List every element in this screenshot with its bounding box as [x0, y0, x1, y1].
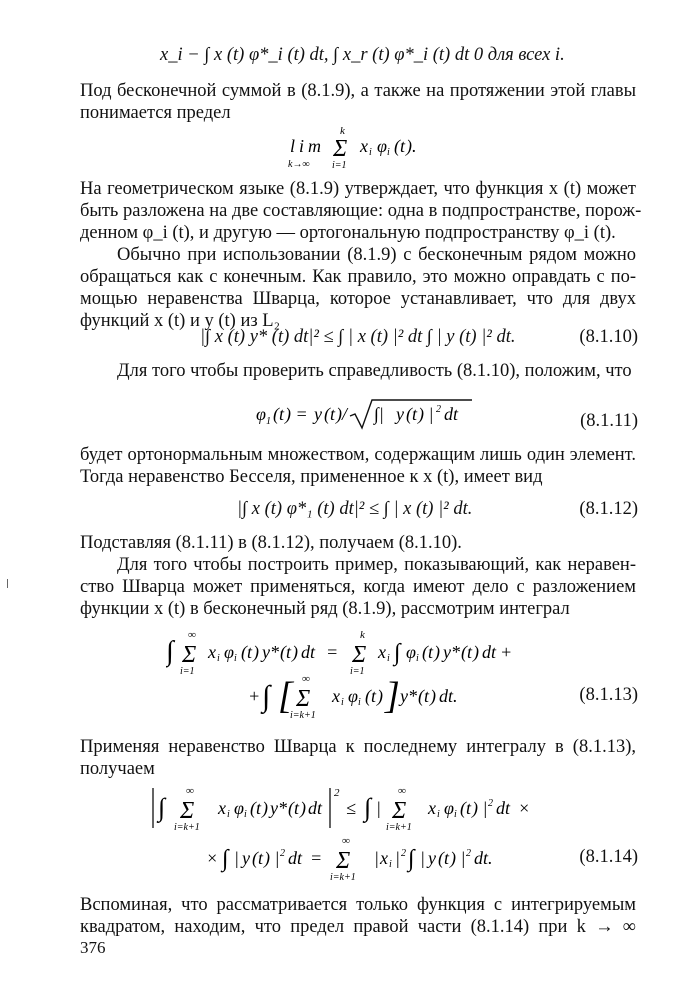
svg-text:) |: ) |: [264, 848, 280, 868]
equation-8-1-13-line2-graphic: [248, 672, 538, 724]
limit-equation: [288, 124, 438, 168]
text-line: ство Шварца может применяться, когда имеют дело с разложением: [80, 577, 636, 597]
svg-text:(: (: [461, 642, 467, 662]
svg-text:t: t: [400, 136, 406, 156]
svg-text:≤: ≤: [346, 798, 356, 818]
svg-text:): ): [377, 686, 383, 706]
svg-text:t: t: [466, 798, 472, 818]
svg-text:∞: ∞: [398, 785, 406, 797]
text-line: обращаться как с конечным. Как правило, это можно оправдать с по-: [80, 267, 636, 287]
svg-text:(: (: [438, 848, 444, 868]
svg-text:∫|: ∫|: [374, 404, 384, 424]
text-line: квадратом, находим, что предел правой части (8.1.14) при k → ∞: [80, 917, 636, 937]
svg-text:|: |: [234, 848, 239, 868]
svg-text:+: +: [500, 642, 513, 662]
svg-text:i: i: [341, 697, 344, 708]
svg-text:dt.: dt.: [439, 686, 458, 706]
text-line: будет ортонормальным множеством, содержащим лишь один элемент.: [80, 445, 636, 465]
equation-number: (8.1.14): [579, 847, 638, 867]
svg-text:×: ×: [518, 798, 531, 818]
svg-text:(: (: [418, 686, 424, 706]
svg-text:k: k: [360, 629, 365, 641]
svg-text:)/: )/: [336, 404, 347, 424]
svg-text:i: i: [389, 859, 392, 870]
svg-text:x: x: [332, 686, 340, 706]
svg-text:(: (: [324, 404, 330, 424]
text-line: Для того чтобы построить пример, показывающий, как неравен-: [117, 555, 636, 575]
svg-text:Σ: Σ: [333, 136, 348, 162]
svg-text:i: i: [369, 147, 372, 158]
svg-text:t: t: [294, 798, 300, 818]
page-number: 376: [80, 938, 106, 957]
equation-8-1-11-graphic: [256, 398, 486, 432]
svg-text:t: t: [467, 642, 473, 662]
svg-text:1: 1: [266, 416, 271, 427]
svg-text:dt: dt: [308, 798, 323, 818]
equation-number: (8.1.12): [579, 499, 638, 519]
svg-text:t: t: [258, 848, 264, 868]
svg-text:y: y: [242, 848, 250, 868]
svg-text:dt: dt: [444, 404, 459, 424]
svg-text:t: t: [424, 686, 430, 706]
svg-text:i: i: [387, 653, 390, 664]
svg-text:dt.: dt.: [474, 848, 493, 868]
svg-text:2: 2: [334, 787, 340, 799]
svg-text:2: 2: [436, 404, 441, 415]
svg-text:i: i: [244, 809, 247, 820]
svg-text:=: =: [326, 642, 339, 662]
svg-text:Σ: Σ: [352, 642, 367, 668]
svg-text:φ: φ: [234, 798, 244, 818]
svg-text:i: i: [416, 653, 419, 664]
svg-text:t: t: [428, 642, 434, 662]
svg-text:x: x: [428, 798, 436, 818]
equation-8-1-13-line1-graphic: [166, 628, 646, 678]
text-line: На геометрическом языке (8.1.9) утверждает, что функция x (t) может: [80, 179, 636, 199]
text-line: получаем: [80, 759, 155, 779]
svg-text:k→∞: k→∞: [288, 159, 310, 170]
text-line: понимается предел: [80, 103, 231, 123]
svg-text:dt: dt: [288, 848, 303, 868]
svg-text:∫: ∫: [222, 846, 229, 872]
text-line: функции x (t) в бесконечный ряд (8.1.9), рассмотрим интеграл: [80, 599, 570, 619]
svg-text:i: i: [437, 809, 440, 820]
text-line: Тогда неравенство Бесселя, примененное к x (t), имеет вид: [80, 467, 543, 487]
svg-text:): ): [430, 686, 436, 706]
svg-text:∫: ∫: [166, 636, 174, 667]
svg-text:) |: ) |: [450, 848, 466, 868]
svg-text:i: i: [358, 697, 361, 708]
top-equation-text: x_i − ∫ x (t) φ*_i (t) dt, ∫ x_r (t) φ*_i (t) dt 0 для всех i.: [160, 45, 565, 65]
equation-number: (8.1.10): [579, 327, 638, 347]
svg-text:dt: dt: [482, 642, 497, 662]
svg-text:|: |: [395, 848, 400, 868]
text-line: мощью неравенства Шварца, которое устанавливает, что для двух: [80, 289, 636, 309]
svg-text:) |: ) |: [472, 798, 488, 818]
text-line: Под бесконечной суммой в (8.1.9), а также на протяжении этой главы: [80, 81, 636, 101]
equation-8-1-10: |∫ x (t) y* (t) dt|² ≤ ∫ | x (t) |² dt ∫ | y (t) |² dt.: [200, 327, 516, 347]
margin-mark: [7, 579, 8, 588]
svg-text:Σ: Σ: [336, 848, 351, 874]
svg-text:|: |: [374, 848, 379, 868]
svg-text:i: i: [387, 147, 390, 158]
svg-text:]: ]: [385, 675, 400, 717]
text-line: Вспоминая, что рассматривается только функция с интегрируемым: [80, 895, 636, 915]
svg-text:lim: lim: [290, 136, 326, 156]
svg-text:y: y: [428, 848, 436, 868]
equation-number: (8.1.13): [579, 685, 638, 705]
text-line: быть разложена на две составляющие: одна в подпространстве, порож-: [80, 201, 642, 221]
svg-text:∫: ∫: [394, 640, 401, 666]
svg-text:t: t: [371, 686, 377, 706]
svg-text:x: x: [360, 136, 368, 156]
svg-text:i=k+1: i=k+1: [386, 822, 412, 833]
svg-text:|: |: [376, 798, 381, 818]
svg-text:(: (: [250, 798, 256, 818]
svg-text:φ: φ: [377, 136, 387, 156]
svg-text:t: t: [256, 798, 262, 818]
svg-text:): ): [300, 798, 306, 818]
equation-top-line: [160, 44, 565, 66]
svg-text:y: y: [396, 404, 404, 424]
svg-text:) |: ) |: [418, 404, 434, 424]
svg-text:∫: ∫: [262, 680, 271, 713]
svg-text:(: (: [394, 136, 400, 156]
svg-text:Σ: Σ: [392, 798, 407, 824]
svg-text:∞: ∞: [342, 835, 350, 847]
svg-text:i=k+1: i=k+1: [174, 822, 200, 833]
svg-text:t: t: [412, 404, 418, 424]
svg-text:φ: φ: [348, 686, 358, 706]
svg-text:t: t: [330, 404, 336, 424]
equation-number: (8.1.11): [580, 411, 638, 431]
svg-text:y*: y*: [400, 686, 417, 706]
equation-8-1-11: [256, 398, 486, 438]
svg-text:y*: y*: [262, 642, 279, 662]
svg-text:): ): [262, 798, 268, 818]
text-line: функций x (t) и y (t) из L₂: [80, 311, 281, 331]
svg-text:Σ: Σ: [296, 686, 311, 712]
svg-text:i: i: [227, 809, 230, 820]
svg-text:i=k+1: i=k+1: [290, 710, 316, 721]
text-line: Подставляя (8.1.11) в (8.1.12), получаем (8.1.10).: [80, 533, 462, 553]
svg-text:2: 2: [488, 798, 493, 809]
svg-text:t: t: [286, 642, 292, 662]
limit-equation-graphic: [288, 124, 438, 170]
svg-text:2: 2: [280, 848, 285, 859]
svg-text:×: ×: [206, 848, 219, 868]
svg-text:t: t: [444, 848, 450, 868]
text-line: Обычно при использовании (8.1.9) с бесконечным рядом можно: [117, 245, 636, 265]
svg-text:y*: y*: [270, 798, 287, 818]
svg-text:|: |: [420, 848, 425, 868]
text-line: Для того чтобы проверить справедливость (8.1.10), положим, что: [117, 361, 632, 381]
svg-text:φ: φ: [224, 642, 234, 662]
svg-text:i=1: i=1: [180, 666, 195, 677]
equation-8-1-12: |∫ x (t) φ*₁ (t) dt|² ≤ ∫ | x (t) |² dt.: [237, 499, 473, 519]
svg-text:(: (: [273, 404, 279, 424]
svg-text:): ): [253, 642, 259, 662]
svg-text:∫: ∫: [364, 793, 372, 822]
svg-text:i=k+1: i=k+1: [330, 872, 356, 883]
svg-text:∫: ∫: [408, 846, 415, 872]
svg-text:2: 2: [466, 848, 471, 859]
svg-text:(: (: [288, 798, 294, 818]
svg-text:x: x: [380, 848, 388, 868]
svg-text:φ: φ: [444, 798, 454, 818]
text-line: Применяя неравенство Шварца к последнему интегралу в (8.1.13),: [80, 737, 636, 757]
svg-text:): ): [434, 642, 440, 662]
svg-text:i: i: [217, 653, 220, 664]
svg-text:): ): [473, 642, 479, 662]
svg-text:(: (: [460, 798, 466, 818]
svg-text:(: (: [252, 848, 258, 868]
svg-text:dt: dt: [496, 798, 511, 818]
svg-text:i: i: [234, 653, 237, 664]
svg-text:t: t: [279, 404, 285, 424]
svg-text:Σ: Σ: [182, 642, 197, 668]
svg-text:(: (: [365, 686, 371, 706]
svg-text:t: t: [247, 642, 253, 662]
svg-text:∞: ∞: [188, 629, 196, 641]
equation-8-1-14-line2: [206, 834, 516, 892]
svg-text:).: ).: [406, 136, 417, 156]
svg-text:φ: φ: [256, 404, 266, 424]
svg-text:(: (: [422, 642, 428, 662]
svg-text:k: k: [340, 125, 345, 137]
svg-text:x: x: [378, 642, 386, 662]
svg-text:∫: ∫: [158, 793, 166, 822]
svg-text:(: (: [241, 642, 247, 662]
svg-text:=: =: [310, 848, 323, 868]
text-line: денном φ_i (t), и другую — ортогональную подпространству φ_i (t).: [80, 223, 616, 243]
svg-text:) =: ) =: [285, 404, 308, 424]
svg-text:i=1: i=1: [350, 666, 365, 677]
svg-text:[: [: [278, 675, 293, 717]
svg-text:x: x: [208, 642, 216, 662]
svg-text:∞: ∞: [302, 673, 310, 685]
svg-text:i: i: [454, 809, 457, 820]
svg-text:+: +: [248, 686, 261, 706]
svg-text:(: (: [406, 404, 412, 424]
svg-text:φ: φ: [406, 642, 416, 662]
svg-text:x: x: [218, 798, 226, 818]
svg-text:i=1: i=1: [332, 160, 347, 170]
equation-8-1-14-line2-graphic: [206, 834, 516, 886]
svg-text:y*: y*: [443, 642, 460, 662]
svg-text:dt: dt: [301, 642, 316, 662]
equation-8-1-14-line1-graphic: [150, 784, 550, 836]
svg-text:(: (: [280, 642, 286, 662]
svg-text:∞: ∞: [186, 785, 194, 797]
svg-text:2: 2: [401, 848, 406, 859]
svg-text:Σ: Σ: [180, 798, 195, 824]
svg-text:): ): [292, 642, 298, 662]
equation-8-1-13-line2: [248, 672, 538, 730]
svg-text:y: y: [314, 404, 322, 424]
